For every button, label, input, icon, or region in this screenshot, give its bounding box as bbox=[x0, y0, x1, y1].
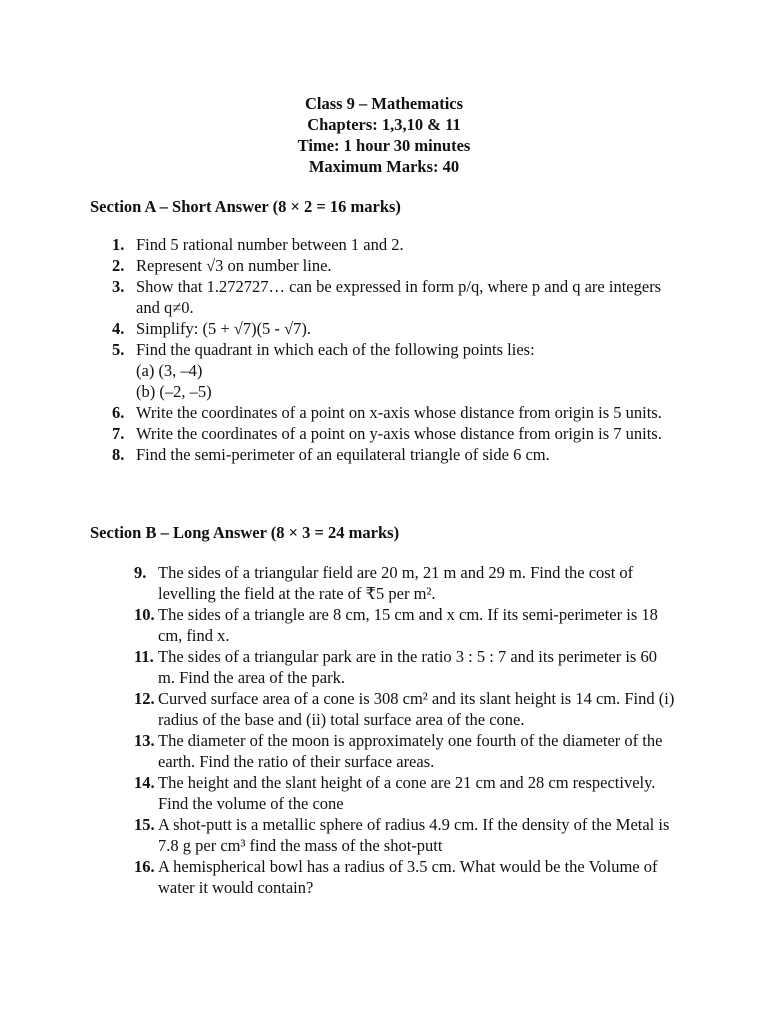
sub-part-a: (a) (3, –4) bbox=[136, 361, 203, 380]
header-max-marks: Maximum Marks: 40 bbox=[308, 157, 460, 176]
question-number: 7. bbox=[112, 424, 125, 443]
question-item bbox=[0, 402, 768, 423]
question-text: Write the coordinates of a point on y-axis whose distance from origin is 7 units. bbox=[136, 424, 662, 443]
question-number: 11. bbox=[134, 647, 154, 666]
question-item bbox=[0, 423, 768, 444]
question-text: Write the coordinates of a point on x-axis whose distance from origin is 5 units. bbox=[136, 403, 662, 422]
question-item bbox=[0, 444, 768, 465]
question-number: 13. bbox=[134, 731, 155, 750]
question-number: 9. bbox=[134, 563, 147, 582]
exam-header bbox=[0, 93, 768, 177]
question-number: 12. bbox=[134, 689, 155, 708]
question-item bbox=[0, 856, 768, 898]
question-number: 15. bbox=[134, 815, 155, 834]
question-text: The diameter of the moon is approximately one fourth of the diameter of the earth. Find the ratio of their surface areas. bbox=[158, 731, 663, 771]
question-number: 5. bbox=[112, 340, 125, 359]
section-a-question-list bbox=[0, 234, 768, 465]
question-number: 16. bbox=[134, 857, 155, 876]
question-item bbox=[0, 688, 768, 730]
question-number: 3. bbox=[112, 277, 125, 296]
section-a-title: Section A – Short Answer (8 × 2 = 16 marks) bbox=[90, 197, 401, 216]
question-item bbox=[0, 562, 768, 604]
question-number: 1. bbox=[112, 235, 125, 254]
question-item bbox=[0, 234, 768, 255]
question-text: The sides of a triangle are 8 cm, 15 cm and x cm. If its semi-perimeter is 18 cm, find x. bbox=[158, 605, 658, 645]
question-item bbox=[0, 255, 768, 276]
question-item bbox=[0, 814, 768, 856]
question-text: Find 5 rational number between 1 and 2. bbox=[136, 235, 404, 254]
header-time: Time: 1 hour 30 minutes bbox=[297, 136, 471, 155]
question-number: 2. bbox=[112, 256, 125, 275]
header-chapters: Chapters: 1,3,10 & 11 bbox=[307, 115, 461, 134]
question-item bbox=[0, 646, 768, 688]
question-item bbox=[0, 276, 768, 318]
question-item bbox=[0, 730, 768, 772]
question-body bbox=[136, 339, 666, 402]
section-b-title: Section B – Long Answer (8 × 3 = 24 marks) bbox=[90, 523, 400, 542]
question-text: Find the quadrant in which each of the following points lies: bbox=[136, 340, 535, 359]
question-number: 4. bbox=[112, 319, 125, 338]
sub-part-b: (b) (–2, –5) bbox=[136, 382, 212, 401]
question-text: The sides of a triangular park are in the ratio 3 : 5 : 7 and its perimeter is 60 m. Find the area of the park. bbox=[158, 647, 657, 687]
question-text: Simplify: (5 + √7)(5 - √7). bbox=[136, 319, 311, 338]
header-class-title: Class 9 – Mathematics bbox=[304, 94, 464, 113]
question-text: The sides of a triangular field are 20 m, 21 m and 29 m. Find the cost of levelling the field at the rate of ₹5 per m². bbox=[158, 563, 634, 603]
question-number: 10. bbox=[134, 605, 155, 624]
question-text: A shot-putt is a metallic sphere of radius 4.9 cm. If the density of the Metal is 7.8 g per cm³ find the mass of the shot-putt bbox=[158, 815, 670, 855]
question-number: 8. bbox=[112, 445, 125, 464]
question-text: Find the semi-perimeter of an equilateral triangle of side 6 cm. bbox=[136, 445, 550, 464]
question-item bbox=[0, 772, 768, 814]
question-number: 6. bbox=[112, 403, 125, 422]
question-text: The height and the slant height of a cone are 21 cm and 28 cm respectively. Find the volume of the cone bbox=[158, 773, 656, 813]
question-text: Show that 1.272727… can be expressed in form p/q, where p and q are integers and q≠0. bbox=[136, 277, 662, 317]
question-item bbox=[0, 318, 768, 339]
question-item bbox=[0, 339, 768, 402]
question-text: Curved surface area of a cone is 308 cm² and its slant height is 14 cm. Find (i) radius of the base and (ii) total surface area of the cone. bbox=[158, 689, 675, 729]
question-number: 14. bbox=[134, 773, 155, 792]
question-text: A hemispherical bowl has a radius of 3.5 cm. What would be the Volume of water it would contain? bbox=[158, 857, 658, 897]
question-item bbox=[0, 604, 768, 646]
question-text: Represent √3 on number line. bbox=[136, 256, 332, 275]
section-b-question-list bbox=[0, 562, 768, 898]
